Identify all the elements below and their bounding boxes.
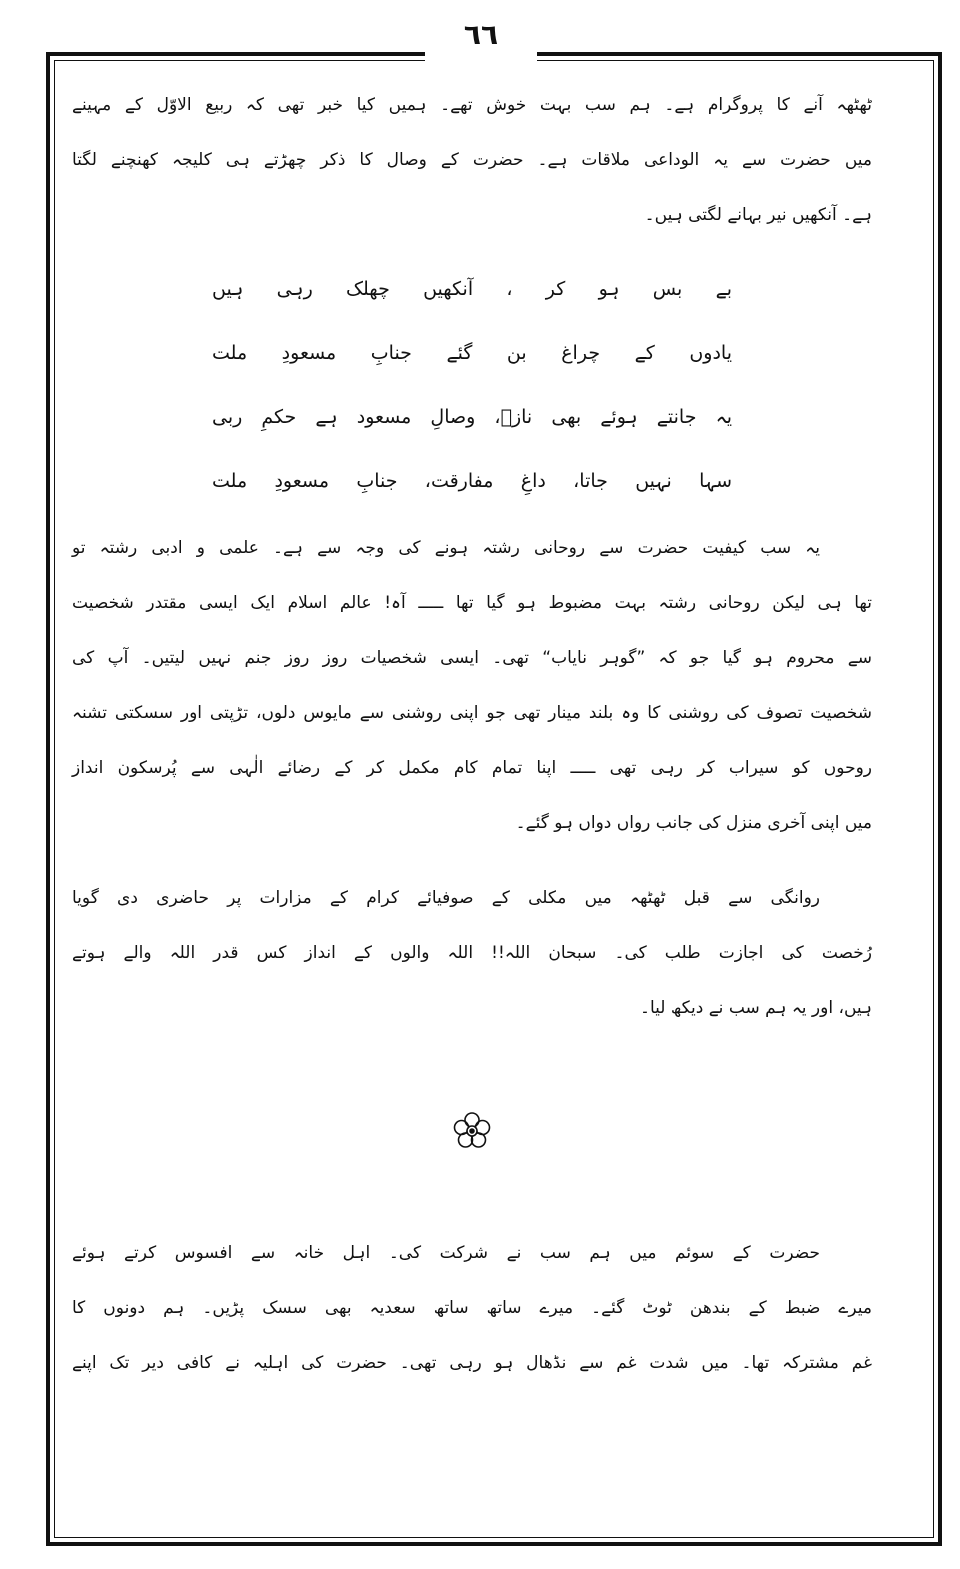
poem (72, 243, 872, 521)
text-line: حضرت کے سوئم میں ہم سب نے شرکت کی۔ اہل خانہ سے افسوس کرتے ہوئے (72, 1243, 820, 1263)
poem-line (72, 321, 872, 385)
poem-text: یادوں کے چراغ بن گئے جنابِ مسعودِ ملت (212, 342, 732, 364)
text-line: میرے ضبط کے بندھن ٹوٹ گئے۔ میرے ساتھ ساتھ سعدیہ بھی سسک پڑیں۔ ہم دونوں کا (72, 1298, 872, 1318)
text-line: ہیں، اور یہ ہم سب نے دیکھ لیا۔ (640, 998, 872, 1018)
text-line: میں حضرت سے یہ الوداعی ملاقات ہے۔ حضرت کے وصال کا ذکر چھڑتے ہی کلیجہ کھنچنے لگتا (72, 150, 872, 170)
paragraph-gap (72, 851, 872, 871)
text-line: میں اپنی آخری منزل کی جانب رواں دواں ہو گئے۔ (515, 813, 872, 833)
flower-ornament-icon (450, 1109, 494, 1153)
text-line: رُخصت کی اجازت طلب کی۔ سبحان اللہ!! اللہ والوں کے انداز کس قدر اللہ والے ہوتے (72, 943, 872, 963)
text-line: یہ سب کیفیت حضرت سے روحانی رشتہ ہونے کی وجہ سے ہے۔ علمی و ادبی رشتہ تو (72, 538, 820, 558)
poem-text: یہ جانتے ہوئے بھی نازؔ، وصالِ مسعود ہے حکمِ ربی (212, 406, 732, 428)
poem-text: سہا نہیں جاتا، داغِ مفارقت، جنابِ مسعودِ ملت (212, 470, 732, 492)
poem-line (72, 449, 872, 513)
text-line: سے محروم ہو گیا جو کہ ”گوہر نایاب“ تھی۔ ایسی شخصیات روز روز جنم نہیں لیتیں۔ آپ کی (72, 648, 872, 668)
text-line: ہے۔ آنکھیں نیر بہانے لگتی ہیں۔ (644, 205, 872, 225)
page-number: ٦٦ (425, 18, 537, 51)
text-line: روحوں کو سیراب کر رہی تھی ـــــ اپنا تمام کام مکمل کر کے رضائے الٰہی سے پُرسکون انداز (72, 758, 872, 778)
page-content (72, 78, 872, 1391)
text-line: ٹھٹھہ آنے کا پروگرام ہے۔ ہم سب بہت خوش تھے۔ ہمیں کیا خبر تھی کہ ربیع الاوّل کے مہینے (72, 95, 872, 115)
text-line: تھا ہی لیکن روحانی رشتہ بہت مضبوط ہو گیا تھا ـــــ آہ! عالم اسلام ایک ایسی مقتدر شخصیت (72, 593, 872, 613)
text-line: غم مشترکہ تھا۔ میں شدت غم سے نڈھال ہو رہی تھی۔ حضرت کی اہلیہ نے کافی دیر تک اپنے (72, 1353, 872, 1373)
poem-line (72, 257, 872, 321)
text-line: شخصیت تصوف کی روشنی کا وہ بلند مینار تھی جو اپنی روشنی سے مایوس دلوں، تڑپتی اور سسکتی تشنہ (72, 703, 872, 723)
text-line: روانگی سے قبل ٹھٹھہ میں مکلی کے صوفیائے کرام کے مزارات پر حاضری دی گویا (72, 888, 820, 908)
poem-line (72, 385, 872, 449)
ornament-row (72, 1036, 872, 1226)
poem-text: بے بس ہو کر ، آنکھیں چھلک رہی ہیں (212, 278, 732, 300)
